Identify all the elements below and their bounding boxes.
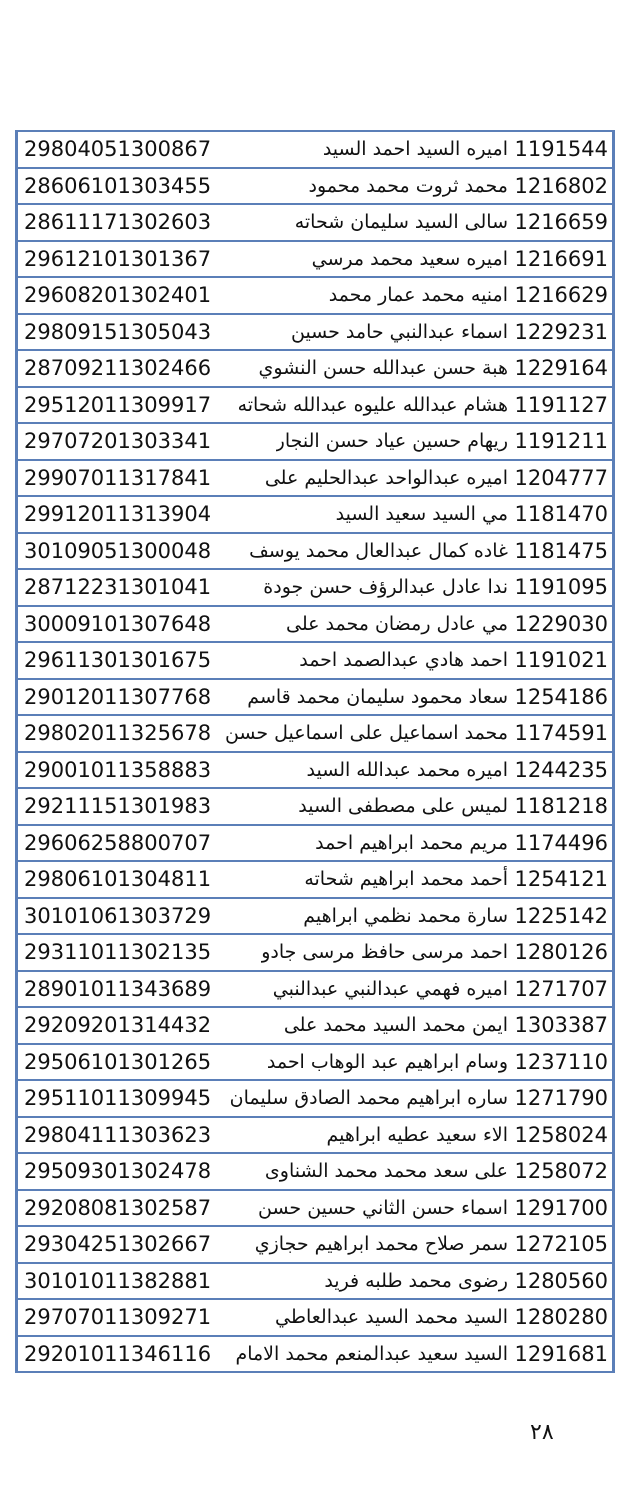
national-id: 28611171302603 (24, 205, 213, 240)
employee-name: اميره السيد احمد السيد (322, 138, 508, 160)
employee-name: مي عادل رمضان محمد على (286, 612, 508, 635)
employee-name: اسماء حسن الثاني حسين حسن (258, 1196, 508, 1219)
table-row (18, 899, 612, 936)
table-row (18, 461, 612, 498)
employee-code: 1271707 (514, 976, 608, 1001)
national-id: 28712231301041 (24, 570, 213, 605)
national-id: 29311011302135 (24, 935, 213, 970)
employee-code: 1191021 (514, 648, 608, 672)
table-row (18, 1191, 612, 1228)
national-id: 29707201303341 (24, 424, 213, 459)
national-id: 28709211302466 (24, 351, 213, 386)
employee-code: 1229164 (514, 356, 608, 380)
national-id: 29509301302478 (24, 1154, 213, 1189)
national-id: 29208081302587 (24, 1191, 213, 1226)
table-row (18, 278, 612, 315)
table-row (18, 972, 612, 1009)
national-id: 29201011346116 (24, 1337, 213, 1372)
table-row (18, 1337, 612, 1374)
employee-name: رضوى محمد طلبه فريد (324, 1269, 508, 1292)
employee-name: ايمن محمد السيد محمد على (283, 1014, 508, 1036)
employee-name: هشام عبدالله عليوه عبدالله شحاته (237, 393, 508, 416)
employee-name: السيد محمد السيد عبدالعاطي (275, 1306, 508, 1328)
employee-code: 1204777 (514, 465, 608, 490)
employee-code: 1191127 (514, 392, 608, 417)
employee-name: غاده كمال عبدالعال محمد يوسف (249, 539, 508, 562)
employee-name: احمد مرسى حافظ مرسى جادو (261, 941, 508, 963)
employee-code: 1216802 (514, 173, 608, 198)
table-row (18, 570, 612, 607)
table-row (18, 753, 612, 790)
employee-code: 1280560 (514, 1268, 608, 1293)
table-row (18, 424, 612, 461)
national-id: 30101011382881 (24, 1264, 213, 1299)
national-id: 29804051300867 (24, 132, 213, 167)
employee-code: 1225142 (514, 903, 608, 928)
employee-code: 1216659 (514, 210, 608, 234)
employee-name: احمد هادي عبدالصمد احمد (299, 649, 508, 671)
employee-name: أحمد محمد ابراهيم شحاته (304, 868, 508, 890)
national-id: 29802011325678 (24, 716, 213, 751)
table-row (18, 388, 612, 425)
table-row (18, 1081, 612, 1118)
table-row (18, 826, 612, 863)
table-row (18, 1154, 612, 1191)
table-row (18, 1045, 612, 1082)
national-id: 29001011358883 (24, 753, 213, 788)
table-row (18, 643, 612, 680)
employee-name: ندا عادل عبدالرؤف حسن جودة (263, 576, 508, 598)
employee-code: 1280126 (514, 940, 608, 964)
national-id: 29012011307768 (24, 680, 213, 715)
table-row (18, 351, 612, 388)
employee-code: 1244235 (514, 757, 608, 782)
national-id: 29304251302667 (24, 1227, 213, 1262)
table-row (18, 1300, 612, 1337)
employee-code: 1229030 (514, 611, 608, 636)
employee-code: 1191544 (514, 137, 608, 161)
employee-name: اميره محمد عبدالله السيد (306, 758, 508, 781)
national-id: 30109051300048 (24, 534, 213, 569)
employee-code: 1291681 (514, 1341, 608, 1366)
table-row (18, 497, 612, 534)
table-row (18, 680, 612, 717)
table-row (18, 1118, 612, 1155)
employee-name: اميره فهمي عبدالنبي عبدالنبي (272, 977, 508, 1000)
employee-name: على سعد محمد محمد الشناوى (264, 1160, 508, 1182)
table-row (18, 169, 612, 206)
employee-code: 1271790 (514, 1086, 608, 1110)
employee-code: 1181470 (514, 502, 608, 526)
employee-code: 1216691 (514, 246, 608, 271)
employee-name: اميره سعيد محمد مرسي (311, 247, 508, 270)
employee-code: 1174496 (514, 830, 608, 855)
national-id: 30009101307648 (24, 607, 213, 642)
employee-name: ريهام حسين عياد حسن النجار (275, 430, 508, 452)
national-id: 29809151305043 (24, 315, 213, 350)
national-id: 29611301301675 (24, 643, 213, 678)
table-row (18, 1227, 612, 1264)
employee-code: 1280280 (514, 1305, 608, 1329)
employee-name: وسام ابراهيم عبد الوهاب احمد (266, 1050, 508, 1073)
employee-name: لميس على مصطفى السيد (298, 795, 508, 817)
employee-name: السيد سعيد عبدالمنعم محمد الامام (235, 1342, 508, 1365)
table-row (18, 716, 612, 753)
employee-code: 1272105 (514, 1232, 608, 1256)
employee-code: 1254121 (514, 867, 608, 891)
table-row (18, 205, 612, 242)
national-id: 29506101301265 (24, 1045, 213, 1080)
table-row (18, 935, 612, 972)
table-row (18, 1264, 612, 1301)
employee-name: سعاد محمود سليمان محمد قاسم (247, 685, 508, 708)
employee-code: 1254186 (514, 684, 608, 709)
employee-code: 1258024 (514, 1122, 608, 1147)
national-id: 28901011343689 (24, 972, 213, 1007)
national-id: 29804111303623 (24, 1118, 213, 1153)
records-table (15, 130, 615, 1373)
national-id: 29608201302401 (24, 278, 213, 313)
employee-name: محمد ثروت محمد محمود (308, 174, 508, 197)
employee-code: 1303387 (514, 1013, 608, 1037)
national-id: 29211151301983 (24, 789, 213, 824)
employee-name: ساره ابراهيم محمد الصادق سليمان (229, 1087, 508, 1109)
employee-name: محمد اسماعيل على اسماعيل حسن (224, 722, 508, 744)
employee-name: سمر صلاح محمد ابراهيم حجازي (254, 1233, 508, 1255)
national-id: 29907011317841 (24, 461, 213, 496)
employee-code: 1258072 (514, 1159, 608, 1183)
employee-code: 1181475 (514, 538, 608, 563)
table-row (18, 789, 612, 826)
national-id: 29209201314432 (24, 1008, 213, 1043)
employee-code: 1181218 (514, 794, 608, 818)
employee-name: اميره عبدالواحد عبدالحليم على (264, 466, 508, 489)
employee-code: 1174591 (514, 721, 608, 745)
national-id: 29512011309917 (24, 388, 213, 423)
national-id: 29511011309945 (24, 1081, 213, 1116)
national-id: 29806101304811 (24, 862, 213, 897)
employee-code: 1237110 (514, 1049, 608, 1074)
employee-code: 1229231 (514, 319, 608, 344)
employee-name: امنيه محمد عمار محمد (328, 284, 508, 306)
table-row (18, 607, 612, 644)
national-id: 29612101301367 (24, 242, 213, 277)
employee-code: 1216629 (514, 283, 608, 307)
employee-name: هبة حسن عبدالله حسن النشوي (258, 357, 508, 379)
national-id: 29912011313904 (24, 497, 213, 532)
employee-name: اسماء عبدالنبي حامد حسين (290, 320, 508, 343)
employee-code: 1191211 (514, 429, 608, 453)
national-id: 30101061303729 (24, 899, 213, 934)
employee-name: مي السيد سعيد السيد (335, 503, 508, 525)
table-row (18, 1008, 612, 1045)
table-row (18, 242, 612, 279)
national-id: 29707011309271 (24, 1300, 213, 1335)
national-id: 29606258800707 (24, 826, 213, 861)
employee-code: 1291700 (514, 1195, 608, 1220)
employee-code: 1191095 (514, 575, 608, 599)
table-row (18, 862, 612, 899)
employee-name: الاء سعيد عطيه ابراهيم (326, 1123, 508, 1146)
table-row (18, 132, 612, 169)
national-id: 28606101303455 (24, 169, 213, 204)
page-number: ٢٨ (530, 1420, 554, 1445)
employee-name: سالى السيد سليمان شحاته (294, 211, 508, 233)
table-row (18, 534, 612, 571)
table-row (18, 315, 612, 352)
employee-name: مريم محمد ابراهيم احمد (315, 831, 508, 854)
employee-name: سارة محمد نظمي ابراهيم (303, 904, 508, 927)
